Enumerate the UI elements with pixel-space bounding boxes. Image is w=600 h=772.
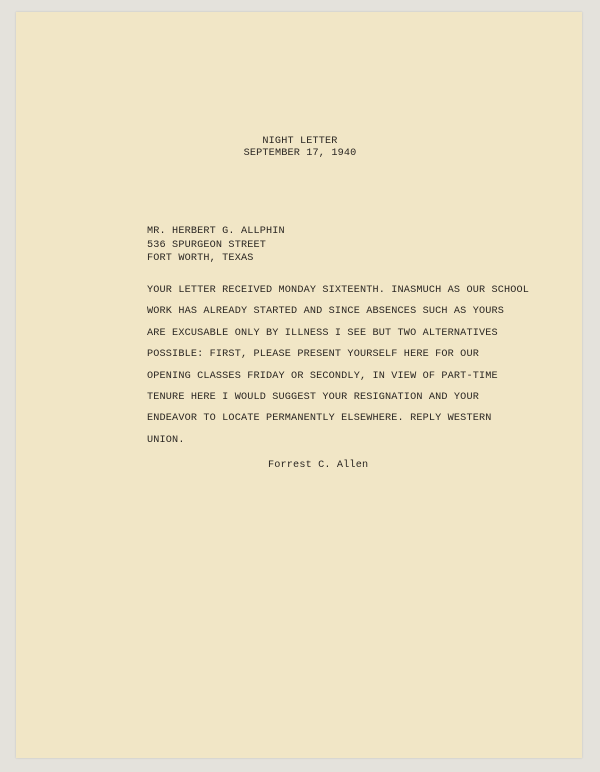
recipient-city: FORT WORTH, TEXAS [147, 253, 254, 264]
recipient-street: 536 SPURGEON STREET [147, 239, 267, 251]
body-line: ARE EXCUSABLE ONLY BY ILLNESS I SEE BUT TWO ALTERNATIVES [147, 327, 498, 339]
letter-heading [0, 0, 600, 159]
recipient-address [147, 225, 285, 266]
body-line: ENDEAVOR TO LOCATE PERMANENTLY ELSEWHERE. REPLY WESTERN [147, 413, 492, 425]
body-line: POSSIBLE: FIRST, PLEASE PRESENT YOURSELF HERE FOR OUR [147, 349, 479, 361]
body-line: UNION. [147, 434, 185, 446]
letter-body [147, 280, 529, 451]
body-line: OPENING CLASSES FRIDAY OR SECONDLY, IN VIEW OF PART-TIME [147, 370, 498, 382]
letter-date: SEPTEMBER 17, 1940 [243, 148, 357, 159]
letter-title: NIGHT LETTER [262, 136, 338, 147]
recipient-name: MR. HERBERT G. ALLPHIN [147, 226, 285, 237]
body-line: WORK HAS ALREADY STARTED AND SINCE ABSENCES SUCH AS YOURS [147, 306, 505, 318]
body-line: TENURE HERE I WOULD SUGGEST YOUR RESIGNATION AND YOUR [147, 392, 479, 404]
signature: Forrest C. Allen [268, 460, 369, 471]
body-line: YOUR LETTER RECEIVED MONDAY SIXTEENTH. INASMUCH AS OUR SCHOOL [147, 285, 530, 296]
